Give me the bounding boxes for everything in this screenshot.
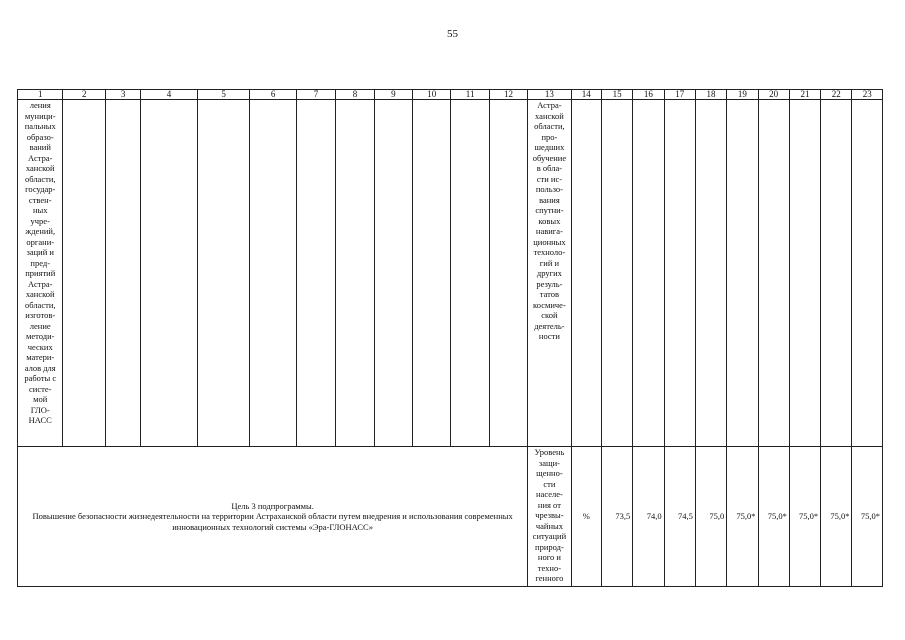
page-number: 55 bbox=[447, 28, 458, 40]
column-number: 2 bbox=[63, 90, 105, 100]
value-cell: 74,0 bbox=[633, 447, 664, 587]
column-number: 9 bbox=[374, 90, 412, 100]
empty-cell bbox=[105, 100, 140, 447]
column-number: 4 bbox=[141, 90, 198, 100]
column-number: 5 bbox=[197, 90, 250, 100]
indicator-text-cell bbox=[528, 447, 571, 587]
empty-cell bbox=[821, 100, 852, 447]
column-number: 8 bbox=[336, 90, 374, 100]
column-number: 12 bbox=[489, 90, 527, 100]
value-cell: 75,0* bbox=[821, 447, 852, 587]
indicator-text: Астра- ханской области, про- шедших обучение в обла- сти ис- пользо- вания спутни- ковых навига- ционных техноло- гий и других резуль- татов космиче- ской деятель- ности bbox=[532, 100, 567, 341]
indicator-text-cell bbox=[528, 100, 571, 447]
column-number: 19 bbox=[727, 90, 758, 100]
empty-cell bbox=[413, 100, 451, 447]
goal-text: Повышение безопасности жизнедеятельности на территории Астраханской области путем внедрения и использования современных инновационных технологий системы «Эра-ГЛОНАСС» bbox=[32, 511, 513, 532]
column-number: 14 bbox=[571, 90, 601, 100]
empty-cell bbox=[571, 100, 601, 447]
column-number: 23 bbox=[852, 90, 883, 100]
empty-cell bbox=[664, 100, 695, 447]
empty-cell bbox=[451, 100, 489, 447]
column-number: 1 bbox=[18, 90, 63, 100]
column-number: 21 bbox=[789, 90, 820, 100]
value-cell: 75,0* bbox=[789, 447, 820, 587]
value-cell: 75,0* bbox=[758, 447, 789, 587]
unit-cell: % bbox=[571, 447, 601, 587]
empty-cell bbox=[633, 100, 664, 447]
value-cell: 75,0* bbox=[852, 447, 883, 587]
empty-cell bbox=[695, 100, 726, 447]
column-number: 11 bbox=[451, 90, 489, 100]
column-number-row bbox=[18, 90, 883, 100]
column-number: 3 bbox=[105, 90, 140, 100]
table-row bbox=[18, 100, 883, 447]
column-number: 16 bbox=[633, 90, 664, 100]
column-number: 7 bbox=[296, 90, 335, 100]
empty-cell bbox=[852, 100, 883, 447]
column-number: 15 bbox=[601, 90, 632, 100]
activity-text-cell bbox=[18, 100, 63, 447]
empty-cell bbox=[197, 100, 250, 447]
table-row bbox=[18, 447, 883, 587]
column-number: 18 bbox=[695, 90, 726, 100]
empty-cell bbox=[601, 100, 632, 447]
activity-text: ления муници- пальных образо- ваний Астра- ханской области, государ- ствен- ных учре- ждений, органи- заций и пред- приятий Астра- ханской области, изготов- ление методи- ческих матери- алов для работы с систе- мой ГЛО- НАСС bbox=[24, 100, 57, 425]
empty-cell bbox=[758, 100, 789, 447]
value-cell: 73,5 bbox=[601, 447, 632, 587]
column-number: 20 bbox=[758, 90, 789, 100]
column-number: 22 bbox=[821, 90, 852, 100]
empty-cell bbox=[63, 100, 105, 447]
empty-cell bbox=[489, 100, 527, 447]
column-number: 10 bbox=[413, 90, 451, 100]
column-number: 6 bbox=[250, 90, 296, 100]
empty-cell bbox=[296, 100, 335, 447]
indicator-text: Уровень защи- щенно- сти населе- ния от чрезвы- чайных ситуаций природ- ного и техно- генного bbox=[532, 447, 567, 583]
value-cell: 74,5 bbox=[664, 447, 695, 587]
empty-cell bbox=[727, 100, 758, 447]
value-cell: 75,0* bbox=[727, 447, 758, 587]
empty-cell bbox=[141, 100, 198, 447]
empty-cell bbox=[789, 100, 820, 447]
value-cell: 75,0 bbox=[695, 447, 726, 587]
column-number: 17 bbox=[664, 90, 695, 100]
indicators-table bbox=[17, 89, 883, 587]
empty-cell bbox=[374, 100, 412, 447]
goal-title: Цель 3 подпрограммы. bbox=[231, 500, 314, 511]
empty-cell bbox=[250, 100, 296, 447]
column-number: 13 bbox=[528, 90, 571, 100]
empty-cell bbox=[336, 100, 374, 447]
goal-cell bbox=[18, 447, 528, 587]
